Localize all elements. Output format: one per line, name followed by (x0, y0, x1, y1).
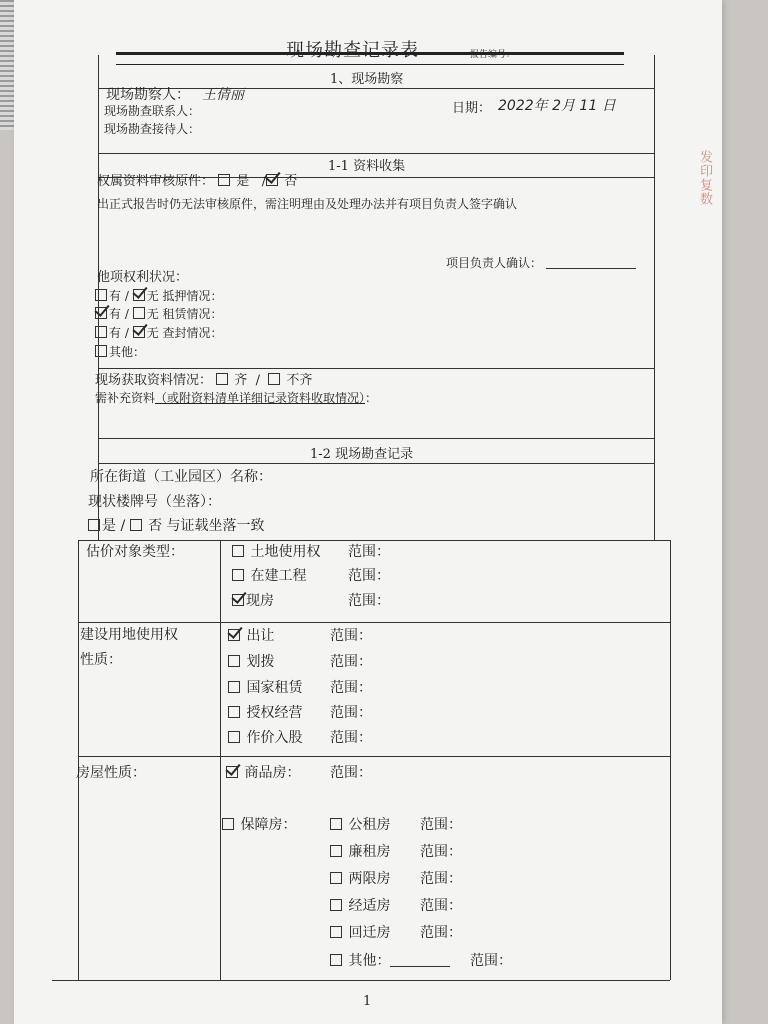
original-review-row: 权属资料审核原件： 是 / 否 (97, 174, 298, 189)
land-state-lease-label: 国家租赁 (246, 680, 303, 696)
materials-incomplete-checkbox[interactable] (268, 373, 280, 385)
consistent-yes-checkbox[interactable] (88, 519, 100, 531)
valuation-existing-label: 现房 (246, 593, 274, 609)
security-affordable (330, 895, 390, 915)
inspector-label: 现场勘察人： (106, 87, 190, 103)
review-no-checkbox[interactable] (266, 174, 278, 186)
onsite-materials-row: 现场获取资料情况： 齐 / 不齐 (95, 373, 313, 388)
lease-item-label: 租赁情况： (162, 307, 223, 321)
land-option-equity (228, 727, 302, 747)
report-number-label: 报告编号： (470, 50, 516, 60)
valuation-existing-checkbox[interactable] (232, 594, 244, 606)
land-allocation-checkbox[interactable] (228, 655, 240, 667)
seizure-has-label: 有 (109, 326, 122, 340)
frame-column-divider (220, 540, 221, 980)
land-option-allocation (228, 651, 274, 671)
confirm-signature-line[interactable] (546, 256, 636, 269)
security-other-checkbox[interactable] (330, 954, 342, 966)
security-low-rent (330, 841, 390, 861)
land-range-3: 范围： (330, 680, 372, 696)
security-range-2: 范围： (420, 844, 462, 860)
valuation-range-3: 范围： (348, 593, 390, 609)
adjacent-page-edge (0, 0, 14, 130)
public-rental-label: 公租房 (348, 817, 391, 833)
house-commercial-option (226, 762, 300, 782)
resettlement-label: 回迁房 (348, 925, 391, 941)
original-review-note: 出正式报告时仍无法审核原件，需注明理由及处理办法并有项目负责人签字确认 (97, 197, 518, 211)
street-label: 所在街道（工业园区）名称： (90, 469, 272, 485)
valuation-range-2: 范围： (348, 568, 390, 584)
rights-row-mortgage: 有 / 无 抵押情况： (95, 287, 223, 304)
house-commercial-label: 商品房： (244, 765, 301, 781)
contact-label: 现场勘查联系人： (104, 104, 201, 118)
supplement-row (95, 389, 377, 406)
affordable-label: 经适房 (348, 898, 391, 914)
rule-6 (98, 463, 654, 464)
inspector-signature: 王倩丽 (202, 87, 244, 103)
two-limits-label: 两限房 (348, 871, 391, 887)
other-rights-label: 他项权利状况： (97, 270, 189, 285)
public-rental-checkbox[interactable] (330, 818, 342, 830)
land-range-5: 范围： (330, 730, 372, 746)
side-stamp: 发印复数 (697, 150, 712, 206)
confirm-row (446, 254, 636, 271)
lease-none-label: 无 (146, 307, 159, 321)
lease-has-checkbox[interactable] (95, 307, 107, 319)
consistent-yes-label: 是 (102, 518, 116, 534)
review-yes-label: 是 (236, 174, 250, 189)
security-public-rental (330, 814, 390, 834)
mortgage-has-label: 有 (109, 289, 122, 303)
mortgage-none-checkbox[interactable] (133, 289, 145, 301)
rule-bottom (52, 980, 670, 981)
section-1-1-heading: 1-1 资料收集 (328, 159, 406, 174)
land-range-4: 范围： (330, 705, 372, 721)
house-commercial-range: 范围： (330, 765, 372, 781)
rule-9 (78, 756, 670, 757)
rule-8 (78, 622, 670, 623)
review-yes-checkbox[interactable] (218, 174, 230, 186)
mortgage-item-label: 抵押情况： (162, 289, 223, 303)
review-no-label: 否 (284, 174, 298, 189)
lease-none-checkbox[interactable] (133, 307, 145, 319)
rights-row-other (95, 343, 145, 360)
security-range-3: 范围： (420, 871, 462, 887)
low-rent-checkbox[interactable] (330, 845, 342, 857)
title-rule-thin (116, 64, 624, 65)
mortgage-has-checkbox[interactable] (95, 289, 107, 301)
other-rights-item-label: 其他： (109, 345, 146, 359)
valuation-land-label: 土地使用权 (250, 544, 321, 560)
security-range-4: 范围： (420, 898, 462, 914)
mortgage-none-label: 无 (146, 289, 159, 303)
valuation-option-land (232, 541, 320, 561)
house-nature-label: 房屋性质： (76, 765, 146, 781)
valuation-construction-checkbox[interactable] (232, 569, 244, 581)
seizure-none-label: 无 (146, 326, 159, 340)
supplement-label: 需补充资料 (95, 391, 156, 405)
date-label: 日期： (452, 101, 492, 116)
affordable-checkbox[interactable] (330, 899, 342, 911)
land-allocation-label: 划拨 (246, 654, 275, 670)
valuation-option-existing (232, 590, 274, 610)
rights-row-lease: 有 / 无 租赁情况： (95, 305, 223, 322)
land-equity-checkbox[interactable] (228, 731, 240, 743)
seizure-none-checkbox[interactable] (133, 326, 145, 338)
supplement-colon: ： (365, 391, 378, 405)
land-use-label-line1: 建设用地使用权 (80, 627, 178, 643)
form-title: 现场勘查记录表 (286, 40, 419, 61)
rule-2 (98, 153, 654, 154)
house-security-label: 保障房： (240, 817, 297, 833)
land-range-1: 范围： (330, 628, 372, 644)
house-security-option (222, 814, 296, 834)
security-other (330, 950, 450, 970)
page-number: 1 (363, 994, 372, 1009)
rights-row-seizure: 有 / 无 查封情况： (95, 324, 223, 341)
security-range-6: 范围： (470, 953, 512, 969)
security-resettlement (330, 922, 390, 942)
materials-complete-label: 齐 (234, 373, 248, 388)
land-transfer-label: 出让 (246, 628, 275, 644)
land-transfer-checkbox[interactable] (228, 629, 240, 641)
land-equity-label: 作价入股 (246, 730, 303, 746)
security-two-limits (330, 868, 390, 888)
land-option-authorized (228, 702, 302, 722)
land-use-label-line2: 性质： (80, 652, 122, 668)
confirm-label: 项目负责人确认： (446, 256, 543, 270)
consistency-row: 是 / 否 与证载坐落一致 (88, 515, 265, 535)
materials-incomplete-label: 不齐 (286, 373, 313, 388)
title-rule-thick (116, 52, 624, 55)
land-range-2: 范围： (330, 654, 372, 670)
section-1-heading: 1、现场勘察 (330, 72, 404, 87)
other-rights-checkbox[interactable] (95, 345, 107, 357)
land-option-state-lease (228, 677, 302, 697)
resettlement-checkbox[interactable] (330, 926, 342, 938)
original-review-label: 权属资料审核原件： (97, 174, 215, 189)
consistent-no-checkbox[interactable] (130, 519, 142, 531)
security-other-blank[interactable] (390, 954, 450, 967)
low-rent-label: 廉租房 (348, 844, 391, 860)
land-authorized-label: 授权经营 (246, 705, 303, 721)
lease-has-label: 有 (109, 307, 122, 321)
land-state-lease-checkbox[interactable] (228, 681, 240, 693)
receiver-label: 现场勘查接待人： (104, 122, 201, 136)
seizure-item-label: 查封情况： (162, 326, 223, 340)
frame-right-upper (654, 55, 655, 540)
valuation-land-checkbox[interactable] (232, 545, 244, 557)
valuation-option-construction (232, 565, 306, 585)
two-limits-checkbox[interactable] (330, 872, 342, 884)
land-option-transfer (228, 625, 274, 645)
land-authorized-checkbox[interactable] (228, 706, 240, 718)
security-range-5: 范围： (420, 925, 462, 941)
materials-complete-checkbox[interactable] (216, 373, 228, 385)
security-other-label: 其他： (348, 953, 391, 969)
house-commercial-checkbox[interactable] (226, 766, 238, 778)
onsite-materials-label: 现场获取资料情况： (95, 373, 213, 388)
supplement-note: （或附资料清单详细记录资料收取情况） (155, 391, 366, 405)
house-security-checkbox[interactable] (222, 818, 234, 830)
valuation-type-label: 估价对象类型： (86, 544, 184, 560)
consistent-no-label: 否 (148, 518, 163, 534)
plate-label: 现状楼牌号（坐落）： (88, 494, 221, 510)
security-range-1: 范围： (420, 817, 462, 833)
rule-5 (98, 438, 654, 439)
frame-left-lower (78, 540, 79, 980)
date-value: 2022年 2月 11 日 (498, 98, 616, 114)
seizure-has-checkbox[interactable] (95, 326, 107, 338)
valuation-construction-label: 在建工程 (250, 568, 307, 584)
section-1-2-heading: 1-2 现场勘查记录 (310, 447, 414, 462)
consistent-text: 与证载坐落一致 (166, 518, 265, 534)
valuation-range-1: 范围： (348, 544, 390, 560)
frame-right-lower (670, 540, 671, 980)
